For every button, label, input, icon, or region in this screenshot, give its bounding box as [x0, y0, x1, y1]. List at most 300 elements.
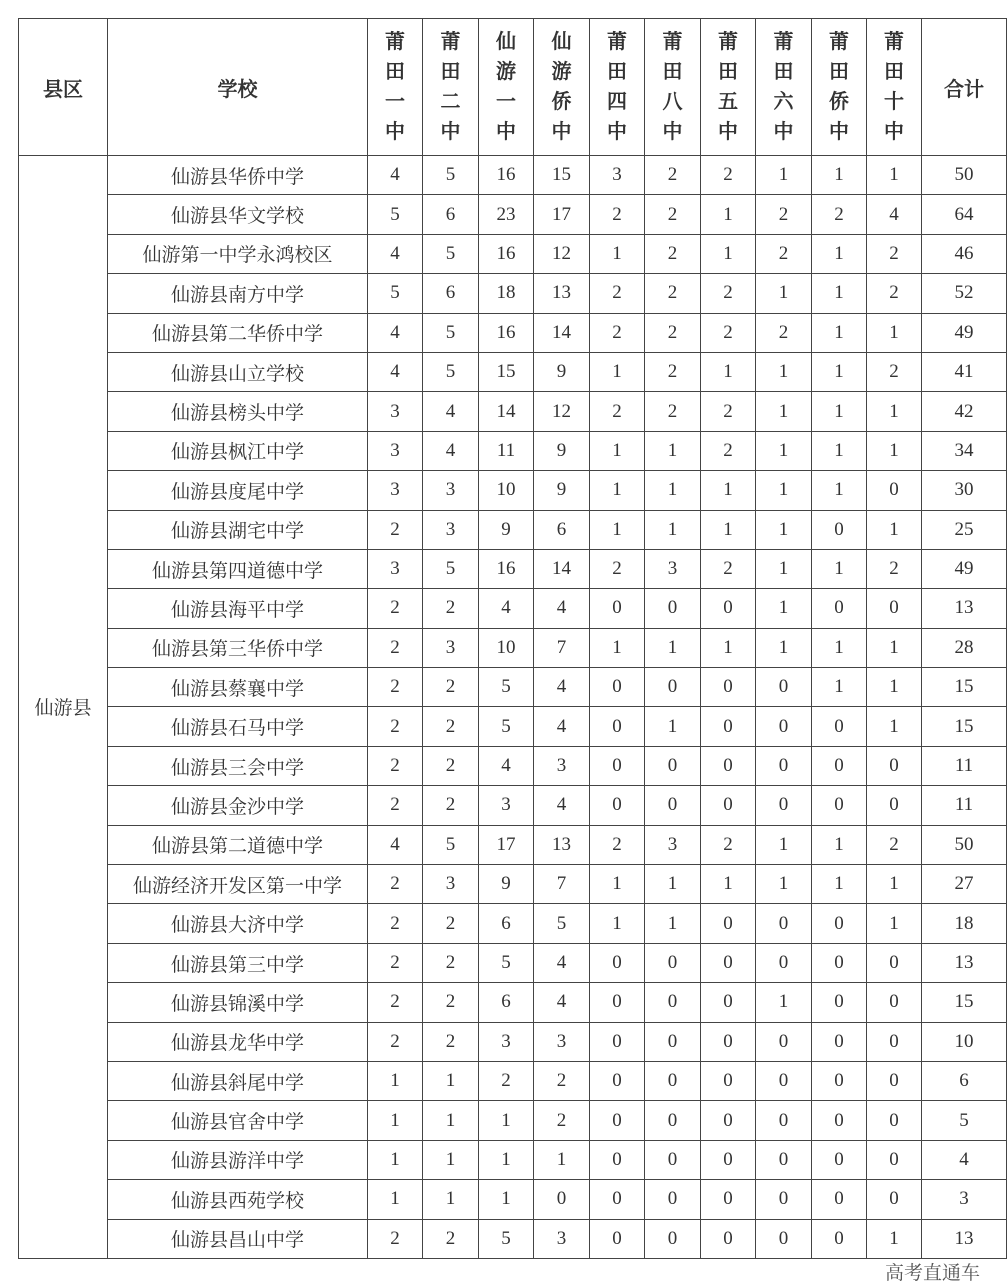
school-name: 仙游县锦溪中学	[108, 983, 368, 1022]
quota-cell: 5	[423, 549, 479, 588]
quota-cell: 0	[645, 1022, 701, 1061]
quota-cell: 1	[812, 668, 867, 707]
quota-cell: 5	[479, 943, 534, 982]
quota-cell: 1	[368, 1061, 423, 1100]
quota-cell: 0	[645, 589, 701, 628]
quota-cell: 1	[645, 904, 701, 943]
quota-cell: 17	[534, 195, 590, 234]
quota-cell: 1	[423, 1061, 479, 1100]
table-row	[19, 431, 1007, 470]
quota-cell: 0	[756, 1219, 812, 1258]
total-cell: 6	[922, 1061, 1007, 1100]
quota-cell: 1	[756, 589, 812, 628]
school-name: 仙游县海平中学	[108, 589, 368, 628]
quota-cell: 2	[645, 274, 701, 313]
quota-cell: 1	[812, 825, 867, 864]
header-col-label: 莆田一中	[385, 31, 405, 143]
quota-cell: 2	[701, 825, 756, 864]
quota-cell: 4	[368, 234, 423, 273]
total-cell: 49	[922, 313, 1007, 352]
quota-cell: 5	[534, 904, 590, 943]
quota-cell: 7	[534, 865, 590, 904]
quota-cell: 2	[867, 549, 922, 588]
quota-cell: 2	[368, 865, 423, 904]
quota-cell: 9	[534, 431, 590, 470]
quota-cell: 0	[756, 1101, 812, 1140]
quota-cell: 1	[479, 1140, 534, 1179]
quota-cell: 3	[645, 549, 701, 588]
quota-cell: 0	[590, 786, 645, 825]
quota-cell: 1	[590, 510, 645, 549]
table-row	[19, 589, 1007, 628]
table-row	[19, 313, 1007, 352]
total-cell: 10	[922, 1022, 1007, 1061]
school-name: 仙游县榜头中学	[108, 392, 368, 431]
quota-cell: 2	[368, 1219, 423, 1258]
school-name: 仙游县龙华中学	[108, 1022, 368, 1061]
quota-cell: 0	[590, 707, 645, 746]
quota-cell: 5	[368, 195, 423, 234]
quota-cell: 2	[423, 943, 479, 982]
table-row	[19, 1061, 1007, 1100]
quota-cell: 5	[423, 825, 479, 864]
table-row	[19, 510, 1007, 549]
quota-cell: 2	[534, 1061, 590, 1100]
quota-cell: 0	[701, 1022, 756, 1061]
quota-cell: 2	[368, 786, 423, 825]
quota-cell: 1	[756, 471, 812, 510]
quota-cell: 3	[479, 786, 534, 825]
quota-cell: 23	[479, 195, 534, 234]
quota-cell: 0	[812, 1101, 867, 1140]
quota-cell: 2	[423, 746, 479, 785]
quota-cell: 4	[479, 589, 534, 628]
table-row	[19, 786, 1007, 825]
table-row	[19, 943, 1007, 982]
header-col-label: 莆田五中	[718, 31, 738, 143]
quota-cell: 6	[423, 274, 479, 313]
table-row	[19, 549, 1007, 588]
school-name: 仙游县昌山中学	[108, 1219, 368, 1258]
quota-cell: 0	[645, 1140, 701, 1179]
quota-cell: 1	[867, 156, 922, 195]
total-cell: 50	[922, 825, 1007, 864]
quota-cell: 9	[479, 510, 534, 549]
quota-cell: 3	[368, 549, 423, 588]
header-col-label: 莆田六中	[773, 31, 794, 143]
total-cell: 25	[922, 510, 1007, 549]
quota-cell: 16	[479, 549, 534, 588]
quota-cell: 0	[645, 786, 701, 825]
quota-cell: 4	[534, 589, 590, 628]
quota-cell: 0	[590, 1061, 645, 1100]
quota-cell: 2	[590, 825, 645, 864]
quota-cell: 0	[645, 1219, 701, 1258]
quota-cell: 0	[867, 943, 922, 982]
quota-cell: 0	[756, 1061, 812, 1100]
quota-cell: 6	[423, 195, 479, 234]
quota-cell: 1	[756, 865, 812, 904]
quota-cell: 16	[479, 234, 534, 273]
quota-cell: 2	[368, 943, 423, 982]
quota-cell: 1	[867, 904, 922, 943]
quota-cell: 1	[479, 1180, 534, 1219]
quota-cell: 1	[812, 313, 867, 352]
quota-cell: 1	[867, 628, 922, 667]
table-row	[19, 1101, 1007, 1140]
quota-cell: 3	[368, 392, 423, 431]
quota-cell: 0	[812, 1061, 867, 1100]
header-col-6	[701, 19, 756, 156]
quota-cell: 3	[368, 471, 423, 510]
quota-cell: 2	[645, 156, 701, 195]
quota-cell: 1	[756, 156, 812, 195]
total-cell: 11	[922, 786, 1007, 825]
header-col-label: 莆田八中	[662, 31, 683, 143]
school-name: 仙游县大济中学	[108, 904, 368, 943]
school-name: 仙游县蔡襄中学	[108, 668, 368, 707]
quota-cell: 1	[645, 707, 701, 746]
quota-cell: 0	[756, 786, 812, 825]
quota-cell: 0	[812, 1180, 867, 1219]
quota-cell: 0	[812, 1140, 867, 1179]
quota-cell: 1	[867, 865, 922, 904]
quota-cell: 1	[645, 510, 701, 549]
quota-cell: 0	[645, 983, 701, 1022]
total-cell: 30	[922, 471, 1007, 510]
total-cell: 4	[922, 1140, 1007, 1179]
quota-cell: 1	[812, 431, 867, 470]
quota-cell: 14	[479, 392, 534, 431]
quota-cell: 0	[590, 1219, 645, 1258]
quota-cell: 1	[701, 195, 756, 234]
quota-cell: 3	[423, 510, 479, 549]
quota-cell: 2	[645, 313, 701, 352]
total-cell: 52	[922, 274, 1007, 313]
quota-cell: 14	[534, 549, 590, 588]
quota-cell: 12	[534, 234, 590, 273]
quota-cell: 1	[368, 1101, 423, 1140]
school-name: 仙游县石马中学	[108, 707, 368, 746]
quota-cell: 17	[479, 825, 534, 864]
quota-cell: 0	[701, 1101, 756, 1140]
quota-cell: 13	[534, 825, 590, 864]
quota-cell: 1	[645, 628, 701, 667]
quota-cell: 1	[590, 471, 645, 510]
quota-cell: 0	[867, 1101, 922, 1140]
header-school: 学校	[108, 19, 368, 156]
quota-cell: 2	[479, 1061, 534, 1100]
quota-cell: 1	[756, 431, 812, 470]
school-name: 仙游县南方中学	[108, 274, 368, 313]
total-cell: 13	[922, 943, 1007, 982]
quota-cell: 5	[479, 1219, 534, 1258]
quota-cell: 1	[479, 1101, 534, 1140]
quota-cell: 5	[479, 668, 534, 707]
quota-cell: 1	[590, 865, 645, 904]
header-col-7	[756, 19, 812, 156]
quota-cell: 2	[368, 628, 423, 667]
quota-cell: 3	[534, 1219, 590, 1258]
quota-cell: 5	[368, 274, 423, 313]
quota-cell: 1	[867, 313, 922, 352]
quota-cell: 2	[756, 313, 812, 352]
quota-cell: 4	[423, 431, 479, 470]
quota-cell: 2	[701, 431, 756, 470]
quota-cell: 2	[701, 156, 756, 195]
watermark-label: 高考直通车	[884, 1262, 980, 1284]
school-name: 仙游县度尾中学	[108, 471, 368, 510]
header-col-label: 仙游一中	[496, 31, 516, 143]
quota-cell: 1	[645, 865, 701, 904]
quota-cell: 2	[534, 1101, 590, 1140]
school-name: 仙游县第三华侨中学	[108, 628, 368, 667]
quota-cell: 1	[701, 865, 756, 904]
table-row	[19, 195, 1007, 234]
quota-cell: 1	[590, 628, 645, 667]
quota-cell: 2	[867, 274, 922, 313]
quota-cell: 4	[534, 668, 590, 707]
admission-quota-table	[18, 18, 1007, 1259]
header-col-5	[645, 19, 701, 156]
quota-cell: 2	[423, 1022, 479, 1061]
total-cell: 34	[922, 431, 1007, 470]
header-col-2	[479, 19, 534, 156]
quota-cell: 0	[590, 1180, 645, 1219]
quota-cell: 1	[368, 1180, 423, 1219]
quota-cell: 4	[479, 746, 534, 785]
quota-cell: 0	[645, 1180, 701, 1219]
header-col-label: 仙游侨中	[551, 31, 572, 143]
quota-cell: 1	[812, 156, 867, 195]
quota-cell: 0	[590, 1022, 645, 1061]
quota-cell: 4	[534, 707, 590, 746]
school-name: 仙游县华文学校	[108, 195, 368, 234]
school-name: 仙游县第四道德中学	[108, 549, 368, 588]
quota-cell: 10	[479, 471, 534, 510]
quota-cell: 2	[423, 1219, 479, 1258]
quota-cell: 2	[368, 904, 423, 943]
quota-cell: 2	[423, 983, 479, 1022]
quota-cell: 1	[812, 274, 867, 313]
table-row	[19, 352, 1007, 391]
quota-cell: 2	[590, 274, 645, 313]
total-cell: 15	[922, 707, 1007, 746]
quota-cell: 3	[423, 471, 479, 510]
quota-cell: 1	[701, 471, 756, 510]
quota-cell: 2	[645, 392, 701, 431]
total-cell: 18	[922, 904, 1007, 943]
quota-cell: 0	[867, 471, 922, 510]
quota-cell: 3	[590, 156, 645, 195]
school-name: 仙游县游洋中学	[108, 1140, 368, 1179]
quota-cell: 0	[867, 1180, 922, 1219]
table-row	[19, 392, 1007, 431]
table-row	[19, 156, 1007, 195]
header-total: 合计	[922, 19, 1007, 156]
table-row	[19, 904, 1007, 943]
total-cell: 28	[922, 628, 1007, 667]
county-cell: 仙游县	[19, 156, 108, 1259]
quota-cell: 0	[701, 668, 756, 707]
quota-cell: 3	[645, 825, 701, 864]
quota-cell: 0	[867, 1140, 922, 1179]
quota-cell: 0	[645, 746, 701, 785]
quota-cell: 2	[368, 746, 423, 785]
quota-cell: 10	[479, 628, 534, 667]
quota-cell: 1	[812, 865, 867, 904]
header-col-4	[590, 19, 645, 156]
quota-cell: 2	[645, 234, 701, 273]
header-col-9	[867, 19, 922, 156]
total-cell: 11	[922, 746, 1007, 785]
quota-cell: 16	[479, 313, 534, 352]
quota-cell: 18	[479, 274, 534, 313]
quota-cell: 5	[423, 352, 479, 391]
quota-cell: 4	[368, 825, 423, 864]
quota-cell: 3	[534, 1022, 590, 1061]
quota-cell: 12	[534, 392, 590, 431]
quota-cell: 2	[756, 234, 812, 273]
quota-cell: 1	[534, 1140, 590, 1179]
quota-cell: 0	[812, 943, 867, 982]
header-col-0	[368, 19, 423, 156]
table-row	[19, 274, 1007, 313]
school-name: 仙游县官舍中学	[108, 1101, 368, 1140]
quota-cell: 2	[423, 904, 479, 943]
table-row	[19, 628, 1007, 667]
quota-cell: 0	[867, 746, 922, 785]
quota-cell: 0	[534, 1180, 590, 1219]
total-cell: 49	[922, 549, 1007, 588]
school-name: 仙游县金沙中学	[108, 786, 368, 825]
quota-cell: 0	[756, 746, 812, 785]
quota-cell: 0	[812, 746, 867, 785]
total-cell: 64	[922, 195, 1007, 234]
quota-cell: 0	[812, 1219, 867, 1258]
table-row	[19, 865, 1007, 904]
quota-cell: 0	[590, 943, 645, 982]
quota-cell: 1	[423, 1140, 479, 1179]
quota-cell: 5	[423, 313, 479, 352]
quota-cell: 0	[590, 589, 645, 628]
quota-cell: 1	[812, 352, 867, 391]
quota-cell: 0	[867, 589, 922, 628]
quota-cell: 4	[867, 195, 922, 234]
quota-cell: 4	[368, 156, 423, 195]
school-name: 仙游县斜尾中学	[108, 1061, 368, 1100]
quota-cell: 7	[534, 628, 590, 667]
total-cell: 27	[922, 865, 1007, 904]
total-cell: 3	[922, 1180, 1007, 1219]
quota-cell: 0	[756, 1022, 812, 1061]
quota-cell: 0	[867, 786, 922, 825]
quota-cell: 2	[701, 313, 756, 352]
quota-cell: 0	[701, 707, 756, 746]
quota-cell: 1	[756, 628, 812, 667]
quota-cell: 4	[534, 786, 590, 825]
quota-cell: 1	[423, 1101, 479, 1140]
quota-cell: 1	[590, 904, 645, 943]
table-row	[19, 234, 1007, 273]
quota-cell: 2	[590, 195, 645, 234]
school-name: 仙游县三会中学	[108, 746, 368, 785]
quota-cell: 2	[645, 195, 701, 234]
school-name: 仙游县第三中学	[108, 943, 368, 982]
header-county: 县区	[19, 19, 108, 156]
quota-cell: 1	[756, 510, 812, 549]
table-row	[19, 1219, 1007, 1258]
header-col-label: 莆田二中	[440, 31, 461, 143]
quota-cell: 1	[756, 825, 812, 864]
table-row	[19, 1140, 1007, 1179]
quota-cell: 0	[701, 1061, 756, 1100]
quota-cell: 9	[534, 471, 590, 510]
quota-cell: 1	[867, 392, 922, 431]
quota-cell: 6	[479, 983, 534, 1022]
quota-cell: 0	[590, 1101, 645, 1140]
quota-cell: 2	[368, 589, 423, 628]
quota-cell: 1	[645, 471, 701, 510]
school-name: 仙游县山立学校	[108, 352, 368, 391]
quota-cell: 1	[867, 510, 922, 549]
quota-cell: 0	[756, 668, 812, 707]
quota-cell: 0	[590, 1140, 645, 1179]
total-cell: 15	[922, 668, 1007, 707]
table-row	[19, 668, 1007, 707]
quota-cell: 0	[645, 1061, 701, 1100]
total-cell: 13	[922, 1219, 1007, 1258]
school-name: 仙游县西苑学校	[108, 1180, 368, 1219]
quota-cell: 0	[756, 1180, 812, 1219]
quota-cell: 0	[645, 1101, 701, 1140]
header-col-3	[534, 19, 590, 156]
school-name: 仙游县华侨中学	[108, 156, 368, 195]
quota-cell: 1	[867, 431, 922, 470]
quota-cell: 0	[701, 746, 756, 785]
quota-cell: 9	[479, 865, 534, 904]
table-row	[19, 1022, 1007, 1061]
quota-cell: 2	[368, 1022, 423, 1061]
quota-cell: 3	[423, 865, 479, 904]
quota-cell: 1	[812, 549, 867, 588]
quota-cell: 5	[423, 156, 479, 195]
total-cell: 41	[922, 352, 1007, 391]
quota-cell: 1	[812, 234, 867, 273]
quota-cell: 5	[423, 234, 479, 273]
quota-cell: 0	[812, 707, 867, 746]
quota-cell: 1	[867, 707, 922, 746]
quota-cell: 3	[368, 431, 423, 470]
quota-cell: 0	[590, 668, 645, 707]
quota-cell: 1	[756, 352, 812, 391]
quota-cell: 2	[590, 313, 645, 352]
quota-cell: 2	[423, 707, 479, 746]
total-cell: 15	[922, 983, 1007, 1022]
header-col-label: 莆田十中	[884, 31, 904, 143]
quota-cell: 4	[534, 943, 590, 982]
total-cell: 50	[922, 156, 1007, 195]
quota-cell: 0	[812, 589, 867, 628]
quota-cell: 0	[812, 1022, 867, 1061]
total-cell: 46	[922, 234, 1007, 273]
table-row	[19, 746, 1007, 785]
quota-cell: 2	[867, 234, 922, 273]
quota-cell: 0	[812, 786, 867, 825]
quota-cell: 15	[534, 156, 590, 195]
quota-cell: 1	[590, 352, 645, 391]
quota-cell: 4	[368, 352, 423, 391]
